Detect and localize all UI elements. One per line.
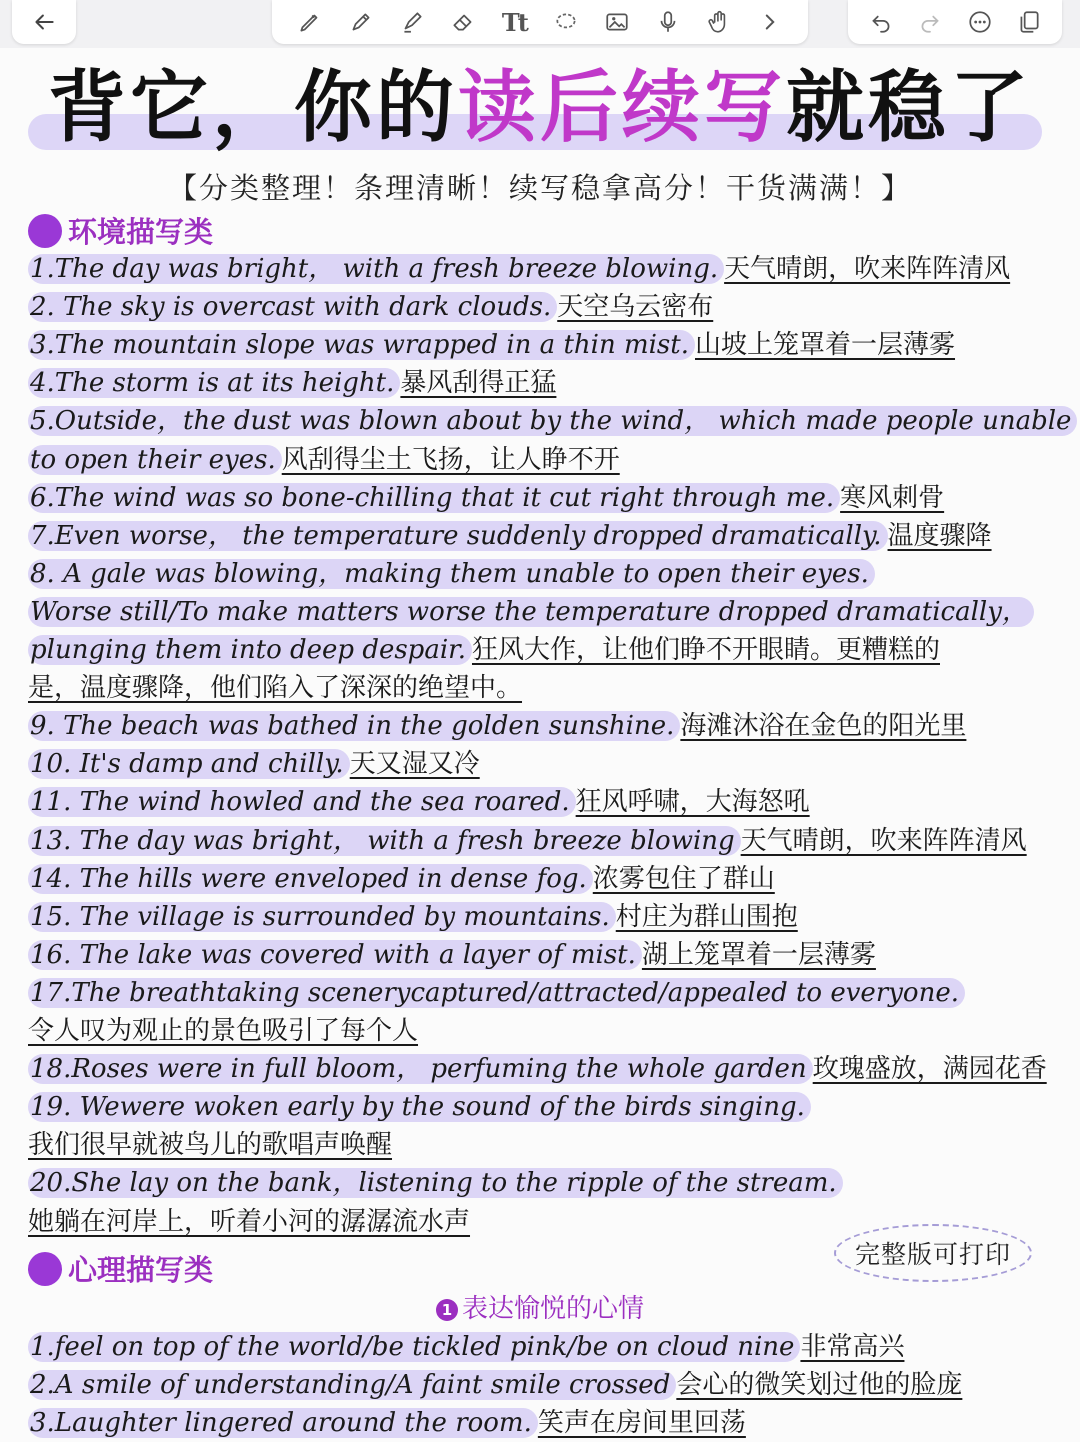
chinese-translation: 天气晴朗，吹来阵阵清风 <box>740 825 1027 856</box>
subheading-text: 表达愉悦的心情 <box>461 1294 644 1324</box>
text-tool-label: Tt <box>501 7 527 37</box>
subheading-joy <box>0 1288 1080 1325</box>
chinese-translation: 温度骤降 <box>887 520 992 551</box>
hand-icon[interactable] <box>701 4 737 40</box>
english-phrase: Worse still/To make matters worse the temperature dropped dramatically， <box>28 597 1034 627</box>
english-phrase: 16. The lake was covered with a layer of mist. <box>28 940 642 970</box>
list-item <box>28 593 1058 631</box>
chinese-translation: 她躺在河岸上，听着小河的潺潺流水声 <box>28 1206 471 1237</box>
title-accent: 读后续写 <box>457 62 786 153</box>
english-phrase: 1.feel on top of the world/be tickled pink/be on cloud nine <box>28 1332 800 1362</box>
chinese-translation: 非常高兴 <box>800 1332 905 1362</box>
list-item <box>28 631 1058 669</box>
eraser-icon[interactable] <box>445 4 481 40</box>
english-phrase: 2.A smile of understanding/A faint smile crossed <box>28 1370 676 1400</box>
list-item <box>28 707 1058 745</box>
english-phrase: 10. It's damp and chilly. <box>28 749 350 779</box>
subtitle: 【分类整理！条理清晰！续写稳拿高分！干货满满！】 <box>167 171 912 205</box>
list-item <box>28 1328 1058 1366</box>
english-phrase: 4.The storm is at its height. <box>28 368 400 398</box>
chinese-translation: 是，温度骤降，他们陷入了深深的绝望中。 <box>28 673 523 704</box>
section-title: 心理描写类 <box>68 1253 214 1287</box>
list-item <box>28 1404 1058 1442</box>
bullet-dot-icon <box>28 214 62 248</box>
redo-icon[interactable] <box>912 4 948 40</box>
bullet-dot-icon <box>28 1252 62 1286</box>
list-item <box>28 783 1058 821</box>
toolbar <box>0 0 1080 48</box>
list-item <box>28 517 1058 555</box>
english-phrase: 11. The wind howled and the sea roared. <box>28 787 576 817</box>
list-item <box>28 974 1058 1012</box>
english-phrase: plunging them into deep despair. <box>28 635 472 665</box>
chinese-translation: 狂风呼啸，大海怒吼 <box>575 787 810 818</box>
chinese-translation: 山坡上笼罩着一层薄雾 <box>695 330 956 361</box>
list-item <box>28 402 1072 440</box>
pencil-icon[interactable] <box>343 4 379 40</box>
chinese-translation: 天又湿又冷 <box>349 749 480 780</box>
chinese-translation: 暴风刮得正猛 <box>400 368 557 399</box>
chinese-translation: 天气晴朗，吹来阵阵清风 <box>724 254 1011 284</box>
chinese-translation: 令人叹为观止的景色吸引了每个人 <box>28 1016 419 1046</box>
page-title <box>0 58 1080 158</box>
lasso-icon[interactable] <box>548 4 584 40</box>
english-phrase: 20.She lay on the bank，listening to the ripple of the stream. <box>28 1168 843 1198</box>
chinese-translation: 风刮得尘土飞扬，让人睁不开 <box>281 444 620 475</box>
chinese-translation: 村庄为群山围抱 <box>615 901 798 932</box>
list-item <box>28 822 1058 860</box>
chinese-translation: 天空乌云密布 <box>557 292 714 323</box>
english-phrase: 3.Laughter lingered around the room. <box>28 1408 538 1438</box>
image-icon[interactable] <box>599 4 635 40</box>
list-item <box>28 1088 1058 1126</box>
chinese-translation: 海滩沐浴在金色的阳光里 <box>680 711 967 742</box>
chinese-translation: 我们很早就被鸟儿的歌唱声唤醒 <box>28 1130 393 1161</box>
list-item <box>28 326 1058 364</box>
english-phrase: 2. The sky is overcast with dark clouds. <box>28 292 557 322</box>
list-item <box>28 1050 1058 1088</box>
english-phrase: 18.Roses were in full bloom， perfuming the whole garden <box>28 1054 813 1084</box>
chinese-translation: 玫瑰盛放，满园花香 <box>812 1054 1047 1085</box>
highlighter-icon[interactable] <box>394 4 430 40</box>
list-item <box>28 441 1058 479</box>
title-part2: 就稳了 <box>786 62 1033 153</box>
text-tool-icon[interactable] <box>496 4 532 40</box>
section-title: 环境描写类 <box>68 215 214 249</box>
document-actions <box>848 0 1062 44</box>
english-phrase: 13. The day was bright， with a fresh breeze blowing <box>28 826 741 856</box>
chinese-translation: 湖上笼罩着一层薄雾 <box>641 939 876 970</box>
english-phrase: 3.The mountain slope was wrapped in a thin mist. <box>28 330 695 360</box>
english-phrase: 15. The village is surrounded by mountains. <box>28 902 616 932</box>
chinese-translation: 浓雾包住了群山 <box>592 863 775 894</box>
list-item <box>28 1366 1058 1404</box>
english-phrase: 9. The beach was bathed in the golden sunshine. <box>28 711 680 741</box>
drawing-tools <box>272 0 808 44</box>
list-item <box>28 669 1058 707</box>
list-item <box>28 1164 1058 1202</box>
english-phrase: 8. A gale was blowing，making them unable to open their eyes. <box>28 559 875 589</box>
printable-stamp: 完整版可打印 <box>834 1224 1032 1282</box>
english-phrase: 7.Even worse， the temperature suddenly dropped dramatically. <box>28 521 888 551</box>
note-page[interactable] <box>0 48 1080 1440</box>
list-item <box>28 936 1058 974</box>
english-phrase: 5.Outside，the dust was blown about by the wind， which made people unable <box>28 406 1077 436</box>
list-item <box>28 745 1058 783</box>
chevron-right-icon[interactable] <box>752 4 788 40</box>
list-item <box>28 479 1058 517</box>
list-item <box>28 1012 1058 1050</box>
english-phrase: 17.The breathtaking scenerycaptured/attracted/appealed to everyone. <box>28 978 965 1008</box>
microphone-icon[interactable] <box>650 4 686 40</box>
list-item <box>28 288 1058 326</box>
chinese-translation: 会心的微笑划过他的脸庞 <box>676 1370 963 1400</box>
english-phrase: 14. The hills were enveloped in dense fog. <box>28 864 593 894</box>
more-icon[interactable] <box>962 4 998 40</box>
chinese-translation: 寒风刺骨 <box>840 482 945 513</box>
title-block <box>0 58 1080 205</box>
back-arrow-icon[interactable] <box>26 4 62 40</box>
english-phrase: 6.The wind was so bone-chilling that it cut right through me. <box>28 483 840 513</box>
undo-icon[interactable] <box>863 4 899 40</box>
pen-icon[interactable] <box>292 4 328 40</box>
list-item <box>28 860 1058 898</box>
chinese-translation: 笑声在房间里回荡 <box>537 1408 746 1438</box>
section-heading-psychology <box>28 1248 213 1289</box>
list-item <box>28 898 1058 936</box>
list-item <box>28 555 1058 593</box>
title-part1: 背它，你的 <box>47 62 458 153</box>
english-phrase: to open their eyes. <box>28 445 282 475</box>
section-heading-environment <box>28 210 213 251</box>
english-phrase: 19. Wewere woken early by the sound of the birds singing. <box>28 1092 811 1122</box>
list-item <box>28 364 1058 402</box>
chinese-translation: 狂风大作，让他们睁不开眼睛。更糟糕的 <box>471 635 940 665</box>
list-item <box>28 1126 1058 1164</box>
pages-icon[interactable] <box>1011 4 1047 40</box>
number-badge: 1 <box>436 1299 458 1321</box>
back-pill <box>12 0 76 44</box>
english-phrase: 1.The day was bright， with a fresh breeze blowing. <box>28 254 724 284</box>
list-item <box>28 250 1058 288</box>
